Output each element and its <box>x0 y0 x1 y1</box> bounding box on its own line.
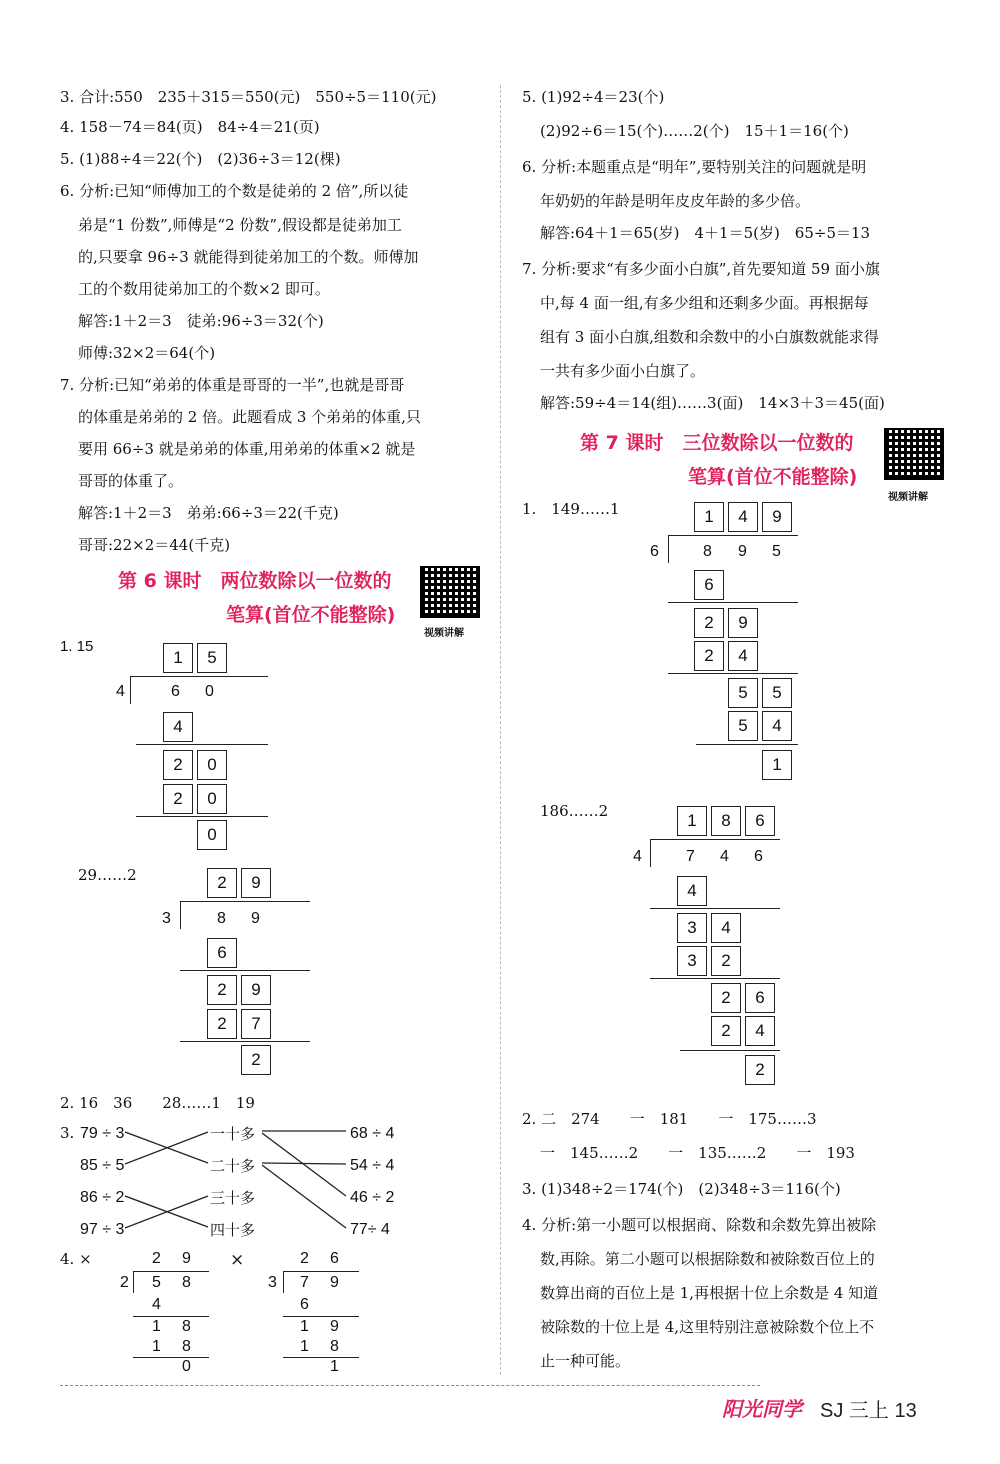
quotient-digit: 1 <box>163 643 193 673</box>
dividend-digit: 6 <box>171 683 180 700</box>
work-digit: 2 <box>711 983 741 1013</box>
brand-logo: 阳光同学 <box>722 1397 802 1421</box>
work-digit: 1 <box>300 1318 309 1335</box>
work-digit: 1 <box>152 1338 161 1355</box>
r-answer-7-line: 7. 分析:要求“有多少面小白旗”,首先要知道 59 面小旗 <box>522 260 880 278</box>
l7-q1b: 186……2 <box>540 802 609 820</box>
match-right-item: 77÷ 4 <box>350 1221 390 1238</box>
answer-6-line: 工的个数用徒弟加工的个数×2 即可。 <box>78 280 330 298</box>
l7-q3: 3. (1)348÷2＝174(个) (2)348÷3＝116(个) <box>522 1180 841 1198</box>
division-bracket <box>650 839 651 867</box>
work-digit: 1 <box>300 1338 309 1355</box>
r-answer-6-line: 6. 分析:本题重点是“明年”,要特别关注的问题就是明 <box>522 158 867 176</box>
subtract-line <box>133 1316 209 1317</box>
work-digit: 2 <box>694 641 724 671</box>
subtract-line <box>668 673 798 674</box>
answer-7-line: 7. 分析:已知“弟弟的体重是哥哥的一半”,也就是哥哥 <box>60 376 405 394</box>
work-digit: 9 <box>728 608 758 638</box>
quotient-digit: 9 <box>241 868 271 898</box>
quotient-digit: 1 <box>694 502 724 532</box>
work-digit: 3 <box>677 913 707 943</box>
work-digit: 7 <box>241 1009 271 1039</box>
quotient-digit: 5 <box>197 643 227 673</box>
r-answer-7-line: 组有 3 面小白旗,组数和余数中的小白旗数就能求得 <box>540 328 879 346</box>
r-answer-7-line: 中,每 4 面一组,有多少组和还剩多少面。再根据每 <box>540 294 869 312</box>
l7-q4-line: 4. 分析:第一小题可以根据商、除数和余数先算出被除 <box>522 1216 877 1234</box>
match-mid-item: 四十多 <box>210 1221 256 1239</box>
divisor: 2 <box>120 1274 129 1291</box>
division-bar <box>133 1271 209 1272</box>
answer-6-solution: 师傅:32×2＝64(个) <box>78 344 216 362</box>
work-digit: 2 <box>163 750 193 780</box>
quotient-digit: 2 <box>300 1250 309 1267</box>
dividend-digit: 5 <box>152 1274 161 1291</box>
subtract-line <box>668 602 798 603</box>
r-answer-7-line: 一共有多少面小白旗了。 <box>540 362 706 380</box>
work-digit: 2 <box>711 946 741 976</box>
lesson-7-title: 第 7 课时 三位数除以一位数的 <box>580 432 854 454</box>
r-answer-5: 5. (1)92÷4＝23(个) <box>522 88 665 106</box>
footer-line <box>60 1385 760 1386</box>
subtract-line <box>283 1316 359 1317</box>
l7-q4-line: 止一种可能。 <box>540 1352 631 1370</box>
dividend-digit: 8 <box>217 910 226 927</box>
division-bracket <box>283 1271 284 1293</box>
match-mid-item: 二十多 <box>210 1157 256 1175</box>
answer-3: 3. 合计:550 235＋315＝550(元) 550÷5＝110(元) <box>60 88 437 106</box>
match-left-item: 79 ÷ 3 <box>80 1125 125 1142</box>
division-bar <box>668 535 798 536</box>
answer-7-line: 哥哥的体重了。 <box>78 472 184 490</box>
work-digit: 6 <box>745 983 775 1013</box>
r-answer-5b: (2)92÷6＝15(个)……2(个) 15＋1＝16(个) <box>540 122 849 140</box>
work-digit: 4 <box>677 876 707 906</box>
dividend-digit: 7 <box>686 848 695 865</box>
r-answer-7-solution: 解答:59÷4＝14(组)……3(面) 14×3＋3＝45(面) <box>540 394 885 412</box>
division-bracket <box>668 535 669 563</box>
work-digit: 6 <box>300 1296 309 1313</box>
dividend-digit: 9 <box>738 543 747 560</box>
work-digit: 4 <box>745 1016 775 1046</box>
answer-7-solution: 解答:1＋2＝3 弟弟:66÷3＝22(千克) <box>78 504 339 522</box>
dividend-digit: 8 <box>703 543 712 560</box>
quotient-digit: 2 <box>207 868 237 898</box>
subtract-line <box>680 1050 780 1051</box>
lesson-6-title: 第 6 课时 两位数除以一位数的 <box>118 570 392 592</box>
work-digit: 5 <box>728 678 758 708</box>
quotient-digit: 4 <box>728 502 758 532</box>
quotient-digit: 9 <box>182 1250 191 1267</box>
answer-5: 5. (1)88÷4＝22(个) (2)36÷3＝12(棵) <box>60 150 341 168</box>
subtract-line <box>650 908 780 909</box>
remainder-digit: 1 <box>330 1358 339 1375</box>
divisor: 4 <box>116 683 125 700</box>
qr-caption: 视频讲解 <box>888 492 928 503</box>
dividend-digit: 7 <box>300 1274 309 1291</box>
work-digit: 6 <box>694 570 724 600</box>
work-digit: 5 <box>728 711 758 741</box>
subtract-line <box>283 1357 359 1358</box>
quotient-digit: 1 <box>677 806 707 836</box>
match-right-item: 46 ÷ 2 <box>350 1189 395 1206</box>
l6-q4: 4. × <box>60 1250 92 1268</box>
work-digit: 1 <box>152 1318 161 1335</box>
subtract-line <box>133 1357 209 1358</box>
quotient-digit: 9 <box>762 502 792 532</box>
work-digit: 2 <box>207 1009 237 1039</box>
work-digit: 4 <box>728 641 758 671</box>
lesson-7-subtitle: 笔算(首位不能整除) <box>688 466 858 488</box>
work-digit: 9 <box>330 1318 339 1335</box>
wrong-mark: × <box>230 1250 245 1270</box>
r-answer-6-line: 年奶奶的年龄是明年皮皮年龄的多少倍。 <box>540 192 811 210</box>
dividend-digit: 5 <box>772 543 781 560</box>
work-digit: 2 <box>711 1016 741 1046</box>
l6-q3: 3. <box>60 1124 75 1142</box>
l7-q4-line: 数算出商的百位上是 1,再根据十位上余数是 4 知道 <box>540 1284 879 1302</box>
remainder-digit: 1 <box>762 750 792 780</box>
match-left-item: 97 ÷ 3 <box>80 1221 125 1238</box>
dividend-digit: 4 <box>720 848 729 865</box>
dividend-digit: 6 <box>754 848 763 865</box>
l7-q4-line: 数,再除。第二小题可以根据除数和被除数百位上的 <box>540 1250 875 1268</box>
answer-7-line: 的体重是弟弟的 2 倍。此题看成 3 个弟弟的体重,只 <box>78 408 421 426</box>
answer-6-line: 6. 分析:已知“师傅加工的个数是徒弟的 2 倍”,所以徒 <box>60 182 409 200</box>
quotient-digit: 2 <box>152 1250 161 1267</box>
quotient-digit: 8 <box>711 806 741 836</box>
work-digit: 8 <box>182 1318 191 1335</box>
l7-q2b: 一 145……2 一 135……2 一 193 <box>540 1144 855 1162</box>
dividend-digit: 0 <box>205 683 214 700</box>
divisor: 4 <box>633 848 642 865</box>
dividend-digit: 9 <box>251 910 260 927</box>
l6-q2: 2. 16 36 28……1 19 <box>60 1094 255 1112</box>
quotient-digit: 6 <box>745 806 775 836</box>
match-left-item: 86 ÷ 2 <box>80 1189 125 1206</box>
work-digit: 9 <box>241 975 271 1005</box>
work-digit: 3 <box>677 946 707 976</box>
answer-6-line: 弟是“1 份数”,师傅是“2 份数”,假设都是徒弟加工 <box>78 216 402 234</box>
answer-7-line: 要用 66÷3 就是弟弟的体重,用弟弟的体重×2 就是 <box>78 440 416 458</box>
work-digit: 8 <box>330 1338 339 1355</box>
division-bar <box>283 1271 359 1272</box>
answer-4: 4. 158－74＝84(页) 84÷4＝21(页) <box>60 118 320 136</box>
subtract-line <box>696 744 798 745</box>
r-answer-6-solution: 解答:64＋1＝65(岁) 4＋1＝5(岁) 65÷5＝13 <box>540 224 871 242</box>
dividend-digit: 8 <box>182 1274 191 1291</box>
l7-q4-line: 被除数的十位上是 4,这里特别注意被除数个位上不 <box>540 1318 875 1336</box>
answer-6-solution: 解答:1＋2＝3 徒弟:96÷3＝32(个) <box>78 312 324 330</box>
work-digit: 6 <box>207 938 237 968</box>
division-bar <box>650 839 780 840</box>
dividend-digit: 9 <box>330 1274 339 1291</box>
divisor: 3 <box>162 910 171 927</box>
remainder-digit: 2 <box>241 1045 271 1075</box>
work-digit: 4 <box>163 712 193 742</box>
l6-q1b: 29……2 <box>78 866 137 884</box>
divisor: 6 <box>650 543 659 560</box>
page-number: SJ 三上 13 <box>820 1400 917 1422</box>
work-digit: 0 <box>197 784 227 814</box>
remainder-digit: 0 <box>197 820 227 850</box>
remainder-digit: 2 <box>745 1055 775 1085</box>
work-digit: 4 <box>711 913 741 943</box>
answer-7-solution: 哥哥:22×2＝44(千克) <box>78 536 231 554</box>
match-left-item: 85 ÷ 5 <box>80 1157 125 1174</box>
work-digit: 2 <box>694 608 724 638</box>
remainder-digit: 0 <box>182 1358 191 1375</box>
match-right-item: 54 ÷ 4 <box>350 1157 395 1174</box>
divisor: 3 <box>268 1274 277 1291</box>
quotient-digit: 6 <box>330 1250 339 1267</box>
l6-q1: 1. 15 <box>60 638 94 655</box>
work-digit: 5 <box>762 678 792 708</box>
answer-6-line: 的,只要拿 96÷3 就能得到徒弟加工的个数。师傅加 <box>78 248 419 266</box>
column-divider <box>500 85 501 1375</box>
work-digit: 8 <box>182 1338 191 1355</box>
work-digit: 2 <box>207 975 237 1005</box>
qr-code-icon[interactable] <box>884 428 944 480</box>
work-digit: 0 <box>197 750 227 780</box>
work-digit: 4 <box>152 1296 161 1313</box>
work-digit: 2 <box>163 784 193 814</box>
match-mid-item: 一十多 <box>210 1125 256 1143</box>
l7-q2a: 2. 二 274 一 181 一 175……3 <box>522 1110 817 1128</box>
lesson-6-subtitle: 笔算(首位不能整除) <box>226 604 396 626</box>
division-bracket <box>133 1271 134 1293</box>
subtract-line <box>650 978 780 979</box>
match-right-item: 68 ÷ 4 <box>350 1125 395 1142</box>
match-mid-item: 三十多 <box>210 1189 256 1207</box>
work-digit: 4 <box>762 711 792 741</box>
l7-q1: 1. 149……1 <box>522 500 620 518</box>
qr-caption: 视频讲解 <box>424 628 464 639</box>
